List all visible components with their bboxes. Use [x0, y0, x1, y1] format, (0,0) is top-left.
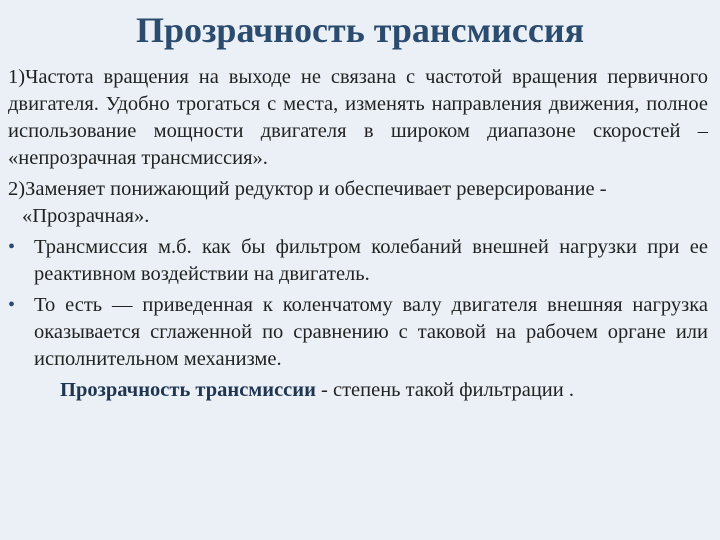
- definition-term: Прозрачность трансмиссии: [60, 379, 316, 401]
- slide-title: Прозрачность трансмиссия: [135, 10, 585, 50]
- bullet-text-1: Трансмиссия м.б. как бы фильтром колебаний внешней нагрузки при ее реактивном воздействии на двигатель.: [34, 236, 708, 285]
- paragraph-1: 1)Частота вращения на выходе не связана с частотой вращения первичного двигателя. Удобно трогаться с места, изменять направления движения, полное использование мощности двигателя в широком диапазоне скоростей – «непрозрачная трансмиссия».: [8, 66, 708, 169]
- definition-line: [8, 377, 708, 404]
- definition-text: - степень такой фильтрации .: [315, 379, 574, 401]
- paragraph-2-line-2: «Прозрачная».: [22, 205, 150, 227]
- bullet-item-2: [8, 292, 708, 373]
- bullet-item-1: [8, 234, 708, 288]
- bullet-icon: •: [8, 294, 16, 316]
- bullet-text-2: То есть — приведенная к коленчатому валу двигателя внешняя нагрузка оказывается сглаженной по сравнению с таковой на рабочем органе или исполнительном механизме.: [34, 294, 708, 370]
- bullet-icon: •: [8, 236, 16, 258]
- paragraph-2-line-1: 2)Заменяет понижающий редуктор и обеспечивает реверсирование -: [8, 178, 607, 200]
- slide-body: [8, 64, 708, 404]
